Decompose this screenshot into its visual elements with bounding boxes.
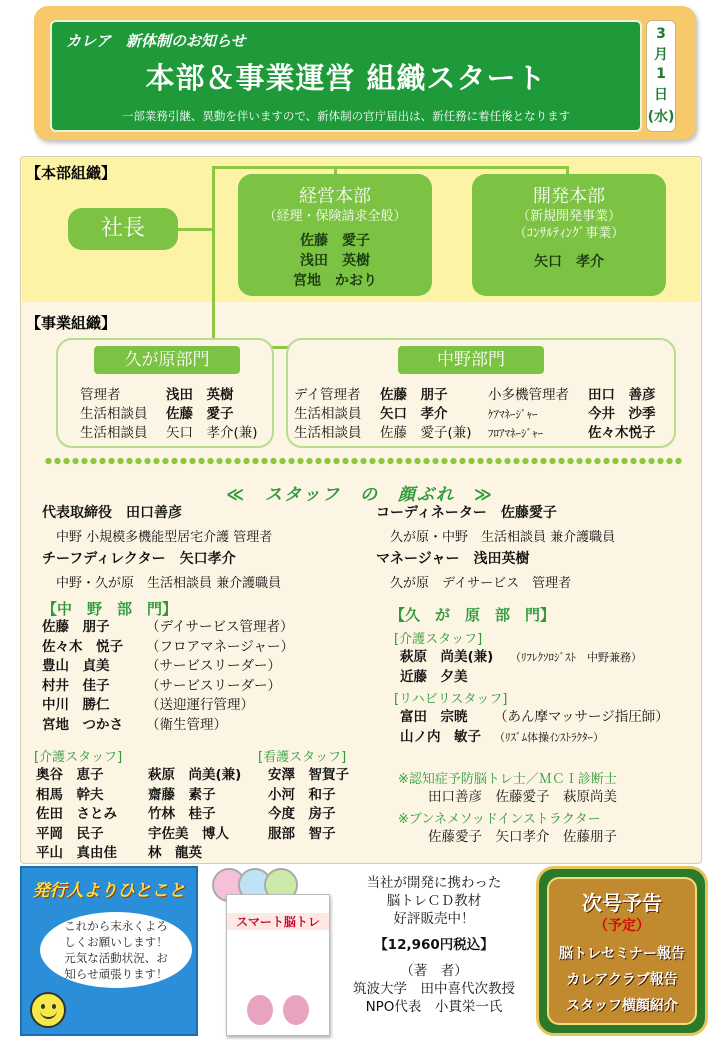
member-name: 今井 沙季 [588,406,656,422]
leader-title: チーフディレクター 矢口孝介 [42,551,236,567]
nakano-care-col1 [36,766,117,864]
publisher-title: 発行人よりひとこと [32,881,186,901]
staff-name: 豊山 貞美 [42,658,110,674]
kugahara-care-list [400,648,642,687]
role-label: 小多機管理者 [488,387,569,403]
staff-name: 平山 真由佳 [36,845,117,861]
kugahara-care-label: [介護スタッフ] [394,632,483,647]
kugahara-division-title: 久が原部門 [94,346,240,374]
promo-line: 脳トレＣＤ教材 [386,893,482,909]
staff-role: （送迎運行管理） [146,697,254,713]
staff-name: 宇佐美 博人 [148,825,229,842]
date-month-num: 3 [656,26,666,42]
role-label: ﾌﾛｱﾏﾈｰｼﾞｬｰ [488,427,543,440]
staff-name: 齋藤 素子 [148,786,216,803]
speech-bubble [40,912,192,988]
member-name: 佐々木悦子 [588,425,656,441]
role-label: 管理者 [80,387,121,403]
date-month: 月 [654,47,668,63]
brain-illustration [283,995,309,1025]
staff-note: （あん摩マッサージ指圧師） [494,709,669,725]
nakano-care-col2 [148,766,241,864]
leader-title: マネージャー 浅田英樹 [376,551,530,567]
staff-name: 今度 房子 [268,806,336,822]
header-subtitle: カレア 新体制のお知らせ [66,32,246,50]
staff-name: 佐々木 悦子 [42,638,123,655]
leader-desc: 中野・久が原 生活相談員 兼介護職員 [56,576,282,591]
date-day: 日 [654,87,668,103]
role-label: ｹｱﾏﾈｰｼﾞｬｰ [488,408,538,421]
staff-name: 奥谷 恵子 [36,767,104,783]
staff-role: （サービスリーダー） [146,677,281,694]
staff-name: 平岡 民子 [36,825,104,842]
staff-name: 佐藤 朋子 [42,619,110,635]
promo-line: 当社が開発に携わった [366,875,502,891]
qualification-names: 佐藤愛子 矢口孝介 佐藤朋子 [428,829,617,845]
next-issue-inner [547,877,697,1025]
member-name: 矢口 孝介(兼) [166,425,258,441]
book-cover [226,894,330,1036]
staff-note: （ﾘｽﾞﾑ体操ｲﾝｽﾄﾗｸﾀｰ） [494,730,604,744]
page-title: 本部＆事業運営 組織スタート [145,61,547,95]
member-name: 宮地 かおり [293,273,377,289]
member-name: 矢口 孝介 [534,254,604,270]
development-hq-box [472,174,666,296]
member-name: 田口 善彦 [588,387,656,403]
president-box: 社長 [68,208,178,250]
staff-name: 萩原 尚美(兼) [148,767,242,783]
member-name: 佐藤 愛子 [166,406,234,422]
product-info [336,866,532,1036]
author: NPO代表 小貫栄一氏 [365,999,503,1015]
date-badge [646,20,676,132]
staff-name: 山ノ内 敏子 [400,728,481,745]
leader-desc: 久が原 デイサービス 管理者 [390,576,572,591]
next-issue-tentative: （予定） [594,918,650,934]
member-name: 佐藤 愛子(兼) [380,425,472,441]
next-issue-box [536,866,708,1036]
hq-label: 【本部組織】 [26,164,117,182]
publisher-message-box [20,866,198,1036]
staff-name: 富田 宗暁 [400,709,468,725]
authors-label: （著 者） [400,963,468,979]
development-hq-members [472,252,666,272]
connector-line [212,166,215,348]
staff-name: 林 龍英 [148,845,202,861]
staff-name: 中川 勝仁 [42,697,110,713]
staff-name: 小河 和子 [268,786,336,803]
kugahara-staff-heading: 【久 が 原 部 門】 [390,606,556,624]
leader-desc: 久が原・中野 生活相談員 兼介護職員 [390,530,616,545]
staff-role: （デイサービス管理者） [146,619,294,635]
message-line: しくお願いします！ [64,935,168,949]
staff-name: 村井 佳子 [42,677,110,694]
staff-role: （フロアマネージャー） [146,638,294,655]
staff-name: 服部 智子 [268,825,336,842]
nakano-staff-list [42,618,294,735]
management-hq-sub: （経理・保険請求全般） [263,209,407,224]
role-label: 生活相談員 [80,425,148,441]
staff-role: （衛生管理） [146,716,227,733]
kugahara-roster [80,386,258,443]
role-label: 生活相談員 [294,425,362,441]
kugahara-rehab-label: [リハビリスタッフ] [394,692,508,707]
role-label: デイ管理者 [294,387,361,403]
qualification-names: 田口善彦 佐藤愛子 萩原尚美 [428,789,617,805]
smiley-icon [30,992,66,1028]
qualification-note: ※認知症予防脳トレ士／ＭＣＩ診断士 [398,772,617,787]
author: 筑波大学 田中喜代次教授 [353,981,515,997]
leader-title: 代表取締役 田口善彦 [42,505,182,521]
member-name: 佐藤 愛子 [300,233,370,249]
nakano-division-title: 中野部門 [398,346,544,374]
staff-name: 相馬 幹夫 [36,786,104,803]
next-issue-item: スタッフ横顔紹介 [566,998,678,1014]
staff-note: （ﾘﾌﾚｸｿﾛｼﾞｽﾄ 中野兼務） [510,651,642,664]
nakano-roster-left [294,386,472,443]
brain-illustration [247,995,273,1025]
staff-name: 安澤 智賀子 [268,767,349,783]
message-line: これから末永くよろ [64,919,168,933]
development-hq-title: 開発本部 [533,186,605,207]
leader-block [42,502,272,545]
dotted-divider [44,456,684,466]
date-weekday: (水) [647,109,675,125]
nakano-nurse-label: [看護スタッフ] [258,750,347,765]
promo-line: 好評販売中！ [393,911,475,927]
connector-line [178,228,214,231]
management-hq-members [238,231,432,291]
business-label: 【事業組織】 [26,314,117,332]
leader-title: コーディネーター 佐藤愛子 [376,505,557,521]
member-name: 浅田 英樹 [300,253,370,269]
staff-name: 近藤 夕美 [400,668,468,685]
staff-name: 竹林 桂子 [148,806,216,822]
nakano-roster-right [488,386,656,443]
date-day-num: 1 [656,66,666,82]
staff-name: 宮地 つかさ [42,716,123,733]
leader-block [376,548,571,591]
leader-block [376,502,615,545]
book-title: スマート脳トレ [227,913,329,930]
price: 【12,960円税込】 [374,937,494,953]
management-hq-box [238,174,432,296]
member-name: 佐藤 朋子 [380,387,448,403]
staff-role: （サービスリーダー） [146,658,281,674]
next-issue-item: 脳トレセミナー報告 [559,946,685,962]
nakano-staff-heading: 【中 野 部 門】 [42,600,178,618]
staff-name: 佐田 さとみ [36,806,117,822]
staff-name: 萩原 尚美(兼) [400,649,494,665]
connector-line [212,166,568,169]
header-note: 一部業務引継、異動を伴いますので、新体制の官庁届出は、新任務に着任後となります [121,109,571,123]
role-label: 生活相談員 [80,406,148,422]
nakano-nurse-list [268,766,349,844]
nakano-care-label: [介護スタッフ] [34,750,123,765]
message-line: 知らせ頑張ります！ [64,967,168,981]
management-hq-title: 経営本部 [299,186,371,207]
kugahara-rehab-list [400,708,669,747]
member-name: 浅田 英樹 [166,387,234,403]
development-hq-sub: （新規開発事業） [516,209,621,224]
book-image [204,866,328,1036]
leader-block [42,548,281,591]
development-hq-sub: （ｺﾝｻﾙﾃｨﾝｸﾞ事業） [513,226,625,241]
qualification-note: ※ブンネメソッドインストラクター [398,812,601,827]
leader-desc: 中野 小規模多機能型居宅介護 管理者 [56,530,273,545]
next-issue-item: カレアクラブ報告 [566,972,678,988]
message-line: 元気な活動状況、お [64,951,168,965]
member-name: 矢口 孝介 [380,406,448,422]
role-label: 生活相談員 [294,406,362,422]
next-issue-title: 次号予告 [582,891,662,915]
staff-section-title: ≪ スタッフ の 顔ぶれ ≫ [226,485,494,505]
